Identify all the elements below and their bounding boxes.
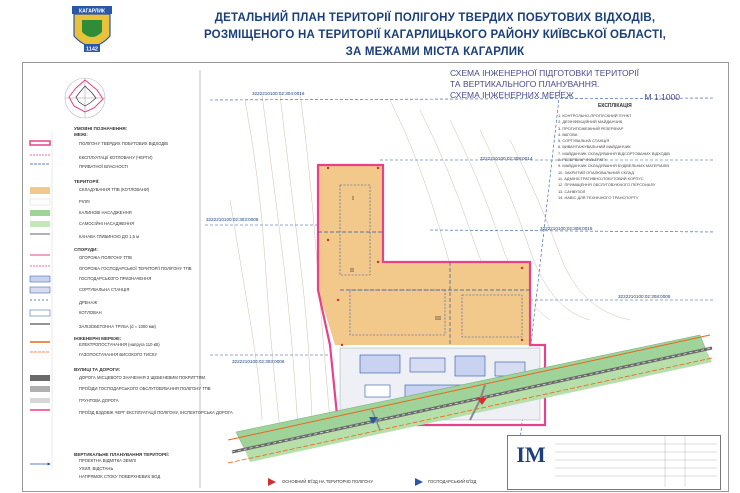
explication-number: 9. [558, 163, 563, 169]
explication-label: ЗАКРИТИЙ ОПАЛЮВАЛЬНИЙ СКЛАД [564, 169, 634, 175]
explication-number: 8. [558, 157, 563, 163]
legend-title: УМОВНІ ПОЗНАЧЕННЯ: [74, 126, 128, 131]
explication-label: АДМІНІСТРАТИВНО-ПОБУТОВИЙ КОРПУС [564, 175, 644, 181]
explication-label: ДЕЗІНФЕКЦІЙНИЙ МАЙДАНЧИК [562, 119, 623, 125]
service-entry-legend-icon [415, 478, 423, 486]
legend-item-label: ДОРОГА МІСЦЕВОГО ЗНАЧЕННЯ З ЩЕБЕНЕВИМ ПОКРИТТЯМ [79, 375, 206, 380]
explication-number: 13. [558, 188, 565, 194]
crest-year: 1142 [86, 46, 98, 53]
parcel-id-4: 3222210100:02:308:0015 [540, 226, 593, 231]
title-line-2: РОЗМІЩЕНОГО НА ТЕРИТОРІЇ КАГАРЛИЦЬКОГО РАЙОНУ КИЇВСЬКОЇ ОБЛАСТІ, [203, 29, 667, 41]
legend-item-label: ЗАЛІЗОБЕТОННА ТРУБА (d = 1000 мм) [79, 324, 156, 329]
zone-label-3: III [435, 316, 441, 322]
legend-item-label: СКЛАДУВАННЯ ТПВ (КОТЛОВАНИ) [79, 187, 150, 192]
legend-item-label: ЕКСПЛУАТАЦІЇ КОТЛОВАНУ (ЧЕРГИ) [79, 155, 153, 160]
scheme-line-1: СХЕМА ІНЖЕНЕРНОЇ ПІДГОТОВКИ ТЕРИТОРІЇ [450, 68, 640, 78]
explication-label: РЕЗЕРВУАР ФІЛЬТРАТУ [562, 157, 607, 163]
legend-item-label: ГОСПОДАРСЬКОГО ПРИЗНАЧЕННЯ [79, 276, 152, 281]
legend-item-label: ЕЛЕКТРОПОСТАЧАННЯ (напруга 110 кВ) [79, 342, 160, 347]
scheme-title [450, 68, 710, 101]
legend-item-label: УХИЛ, ВІДСТАНЬ [79, 466, 114, 471]
legend-item-label: ПРОЇЗДИ ГОСПОДАРСЬКОГО ОБСЛУГОВУВАННЯ ПОЛІГОНУ ТПВ [79, 386, 211, 391]
explication-number: 10. [558, 169, 565, 175]
explication-label: ВАГОВА [562, 131, 578, 137]
scheme-line-2: ТА ВЕРТИКАЛЬНОГО ПЛАНУВАННЯ. [450, 79, 600, 89]
explication-number: 11. [558, 175, 565, 181]
legend-item-label: КАЛИНОВІ НАСАДЖЕННЯ [79, 210, 132, 215]
explication-label: СОРТУВАЛЬНА СТАНЦІЯ [562, 138, 610, 144]
main-entry-note: ОСНОВНИЙ В'ЇЗД НА ТЕРИТОРІЮ ПОЛІГОНУ [282, 479, 374, 484]
explication-item [558, 195, 670, 201]
scale-label: М 1:1000 [644, 92, 680, 102]
legend-item-label: СОРТУВАЛЬНА СТАНЦІЯ [79, 287, 130, 292]
explication-number: 6. [558, 144, 563, 150]
explication-number: 14. [558, 194, 565, 200]
legend-item-label: КАНАВА ГЛИБИНОЮ ДО 1,5 м [79, 234, 140, 239]
parcel-id-6: 3222210100:02:303:0006 [232, 359, 285, 364]
legend-section-header: ВУЛИЦІ ТА ДОРОГИ: [74, 367, 121, 372]
service-entry-note: ГОСПОДАРСЬКИЙ В'ЇЗД [428, 479, 477, 484]
legend-item-label: ОГОРОЖА ПОЛІГОНУ ТПВ [79, 255, 132, 260]
zone-label-2: II [350, 268, 354, 274]
legend-item-label: ОГОРОЖА ГОСПОДАРСЬКОЇ ТЕРИТОРІЇ ПОЛІГОНУ ТПВ [79, 266, 192, 271]
title-line-1: ДЕТАЛЬНИЙ ПЛАН ТЕРИТОРІЇ ПОЛІГОНУ ТВЕРДИХ ПОБУТОВИХ ВІДХОДІВ, [214, 12, 656, 24]
explication-label: ПРОТИПОЖЕЖНИЙ РЕЗЕРВУАР [562, 125, 624, 131]
legend-section-header: ТЕРИТОРІЇ: [74, 179, 100, 184]
legend-item-label: ПРОЇЗД ВЗДОВЖ ЧЕРГ ЕКСПЛУАТАЦІЇ ПОЛІГОНУ, ІНСПЕКТОРСЬКА ДОРОГА [79, 410, 233, 415]
explication-label: МАЙДАНЧИК СКЛАДУВАННЯ ВІДСОРТОВАНИХ ВІДХОДІВ [562, 150, 670, 156]
title-line-3: ЗА МЕЖАМИ МІСТА КАГАРЛИК [345, 46, 525, 58]
legend-item-label: ПРИВАТНОЇ ВЛАСНОСТІ [79, 164, 129, 169]
legend-item-label: ПОЛІГОНУ ТВЕРДИХ ПОБУТОВИХ ВІДХОДІВ [79, 141, 169, 146]
legend-item-label: РІЛЛІ [79, 199, 90, 204]
explication-number: 4. [558, 131, 563, 137]
legend-item-label: КОТЛОВАН [79, 310, 102, 315]
stamp-grid [555, 436, 717, 487]
explication-number: 5. [558, 138, 563, 144]
zone-label-1: I [352, 196, 354, 202]
legend-section-header: ВЕРТИКАЛЬНЕ ПЛАНУВАННЯ ТЕРИТОРІЇ: [74, 452, 170, 457]
explication-number: 12. [558, 182, 565, 188]
explication-label: САНВУЗОЛ [564, 188, 586, 194]
explication-label: МАЙДАНЧИК СКЛАДУВАННЯ БУДІВЕЛЬНИХ МАТЕРІАЛІВ [562, 163, 669, 169]
parcel-id-3: 3222210100:02:303:0008 [206, 217, 259, 222]
parcel-id-2: 3222210100:02:308:0014 [480, 156, 533, 161]
explication-label: ВИВАНТАЖУВАЛЬНИЙ МАЙДАНЧИК [562, 144, 631, 150]
explication-number: 7. [558, 150, 563, 156]
explication-list [558, 113, 670, 201]
explication-label: ПРИМІЩЕННЯ ОБСЛУГОВУЮЧОГО ПЕРСОНАЛУ [564, 182, 656, 188]
legend-item-label: НАПРЯМОК СТОКУ ПОВЕРХНЕВИХ ВОД [79, 474, 161, 479]
parcel-id-5: 3222210100:02:308:0005 [618, 294, 671, 299]
explication-label: КОНТРОЛЬНО-ПРОПУСКНИЙ ПУНКТ [562, 113, 632, 118]
legend-section-header: МЕЖІ: [74, 132, 88, 137]
institute-logo: ІМ [516, 442, 546, 467]
main-entry-legend-icon [268, 478, 276, 486]
legend-section-header: ІНЖЕНЕРНІ МЕРЕЖІ: [74, 336, 122, 341]
explication-number: 1. [558, 113, 563, 118]
scheme-line-3: СХЕМА ІНЖЕНЕРНИХ МЕРЕЖ [450, 90, 574, 100]
parcel-id-1: 3222210100:02:304:0016 [252, 91, 305, 96]
legend-item-label: ГРУНТОВА ДОРОГА [79, 398, 119, 403]
legend-item-label: ПРОЕКТНА ВІДМІТКА ЗЕМЛІ [79, 458, 136, 463]
legend-item-label: САМОСІЙНІ НАСАДЖЕННЯ [79, 221, 135, 226]
legend-section-header: СПОРУДИ: [74, 247, 98, 252]
explication-number: 3. [558, 125, 563, 131]
legend-item-label: ГАЗОПОСТАЧАННЯ ВИСОКОГО ТИСКУ [79, 352, 158, 357]
explication-title: ЕКСПЛІКАЦІЯ [598, 103, 632, 109]
legend-item-label: ДРЕНАЖ [79, 300, 98, 305]
crest-name: КАГАРЛИК [79, 8, 105, 15]
explication-number: 2. [558, 119, 563, 125]
explication-label: НАВІС ДЛЯ ТЕХНІЧНОГО ТРАНСПОРТУ [564, 194, 639, 200]
